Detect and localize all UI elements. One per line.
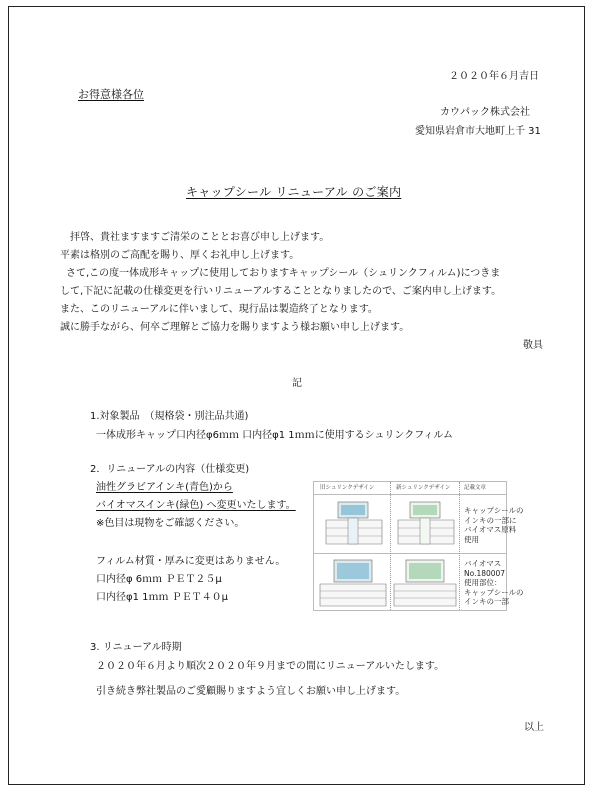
figure-column-divider xyxy=(390,482,391,610)
section3-text: ２０２０年６月より順次２０２０年９月までの間にリニューアルいたします。 xyxy=(96,661,445,672)
section1-text: 一体成形キャップ口内径φ6ｍｍ 口内径φ1 1ｍｍに使用するシュリンクフィルム xyxy=(96,430,454,441)
new-cap-seal-6mm-image xyxy=(396,500,456,548)
old-cap-seal-11mm-image xyxy=(318,558,388,608)
company-address: 愛知県岩倉市大地町上千 31 xyxy=(415,126,541,137)
column-header-old: 旧シュリンクデザイン xyxy=(320,485,375,491)
body-line: 拝啓、貴社ますますご清栄のこととお喜び申し上げます。 xyxy=(70,232,330,243)
figure-caption-1: キャップシールの インキの一部に バイオマス原料 使用 xyxy=(464,506,524,544)
date: ２０２０年６月吉日 xyxy=(449,71,539,82)
figure-header-divider xyxy=(314,494,506,495)
color-note: ※色目は現物をご確認ください。 xyxy=(96,518,245,529)
ki-marker: 記 xyxy=(292,378,302,389)
section2-line2: バイオマスインキ(緑色) へ変更いたします。 xyxy=(96,500,296,511)
company-name: カウパック株式会社 xyxy=(440,107,530,118)
spec-6mm: 口内径φ 6ｍｍ ＰＥＴ２５μ xyxy=(96,574,222,585)
recipient: お得意様各位 xyxy=(78,88,144,101)
column-header-new: 新シュリンクデザイン xyxy=(396,485,451,491)
body-line: 誠に勝手ながら、何卒ご理解とご協力を賜りますよう様お願い申し上げます。 xyxy=(60,322,410,333)
body-line: また、このリニューアルに伴いまして、現行品は製造終了となります。 xyxy=(60,304,378,315)
section2-line1: 油性グラビアインキ(青色)から xyxy=(96,482,233,493)
film-note: フィルム材質・厚みに変更はありません。 xyxy=(96,556,286,567)
closing-keigu: 敬具 xyxy=(523,340,543,351)
page-title: キャップシール リニューアル のご案内 xyxy=(186,185,402,199)
old-cap-seal-6mm-image xyxy=(324,500,384,548)
figure-caption-2: バイオマス No.180007 使用部位： キャップシールの インキの一部 xyxy=(464,559,524,606)
section2-heading: 2．リニューアルの内容（仕様変更) xyxy=(90,464,250,475)
body-line: さて,この度一体成形キャップに使用しておりますキャップシール（シュリンクフィルム)につきま xyxy=(66,268,501,279)
section1-heading: 1.対象製品 （規格袋・別注品共通) xyxy=(90,411,249,422)
design-comparison-figure xyxy=(313,481,524,611)
closing-ijou: 以上 xyxy=(524,722,544,733)
body-line: して,下記に記載の仕様変更を行いリニューアルすることとなりましたので、ご案内申し上げます。 xyxy=(60,286,502,297)
body-line: 平素は格別のご高配を賜り、厚くお礼申し上げます。 xyxy=(60,250,300,261)
section3-heading: 3. リニューアル時期 xyxy=(90,642,182,653)
spec-11mm: 口内径φ1 1ｍｍ ＰＥＴ４０μ xyxy=(96,592,229,603)
column-header-note: 記載文章 xyxy=(464,485,487,491)
figure-row-divider xyxy=(314,553,506,554)
figure-column-divider xyxy=(459,482,460,610)
thanks-line: 引き続き弊社製品のご愛顧賜りますよう宜しくお願い申し上げます。 xyxy=(96,686,406,697)
new-cap-seal-11mm-image xyxy=(392,558,458,608)
